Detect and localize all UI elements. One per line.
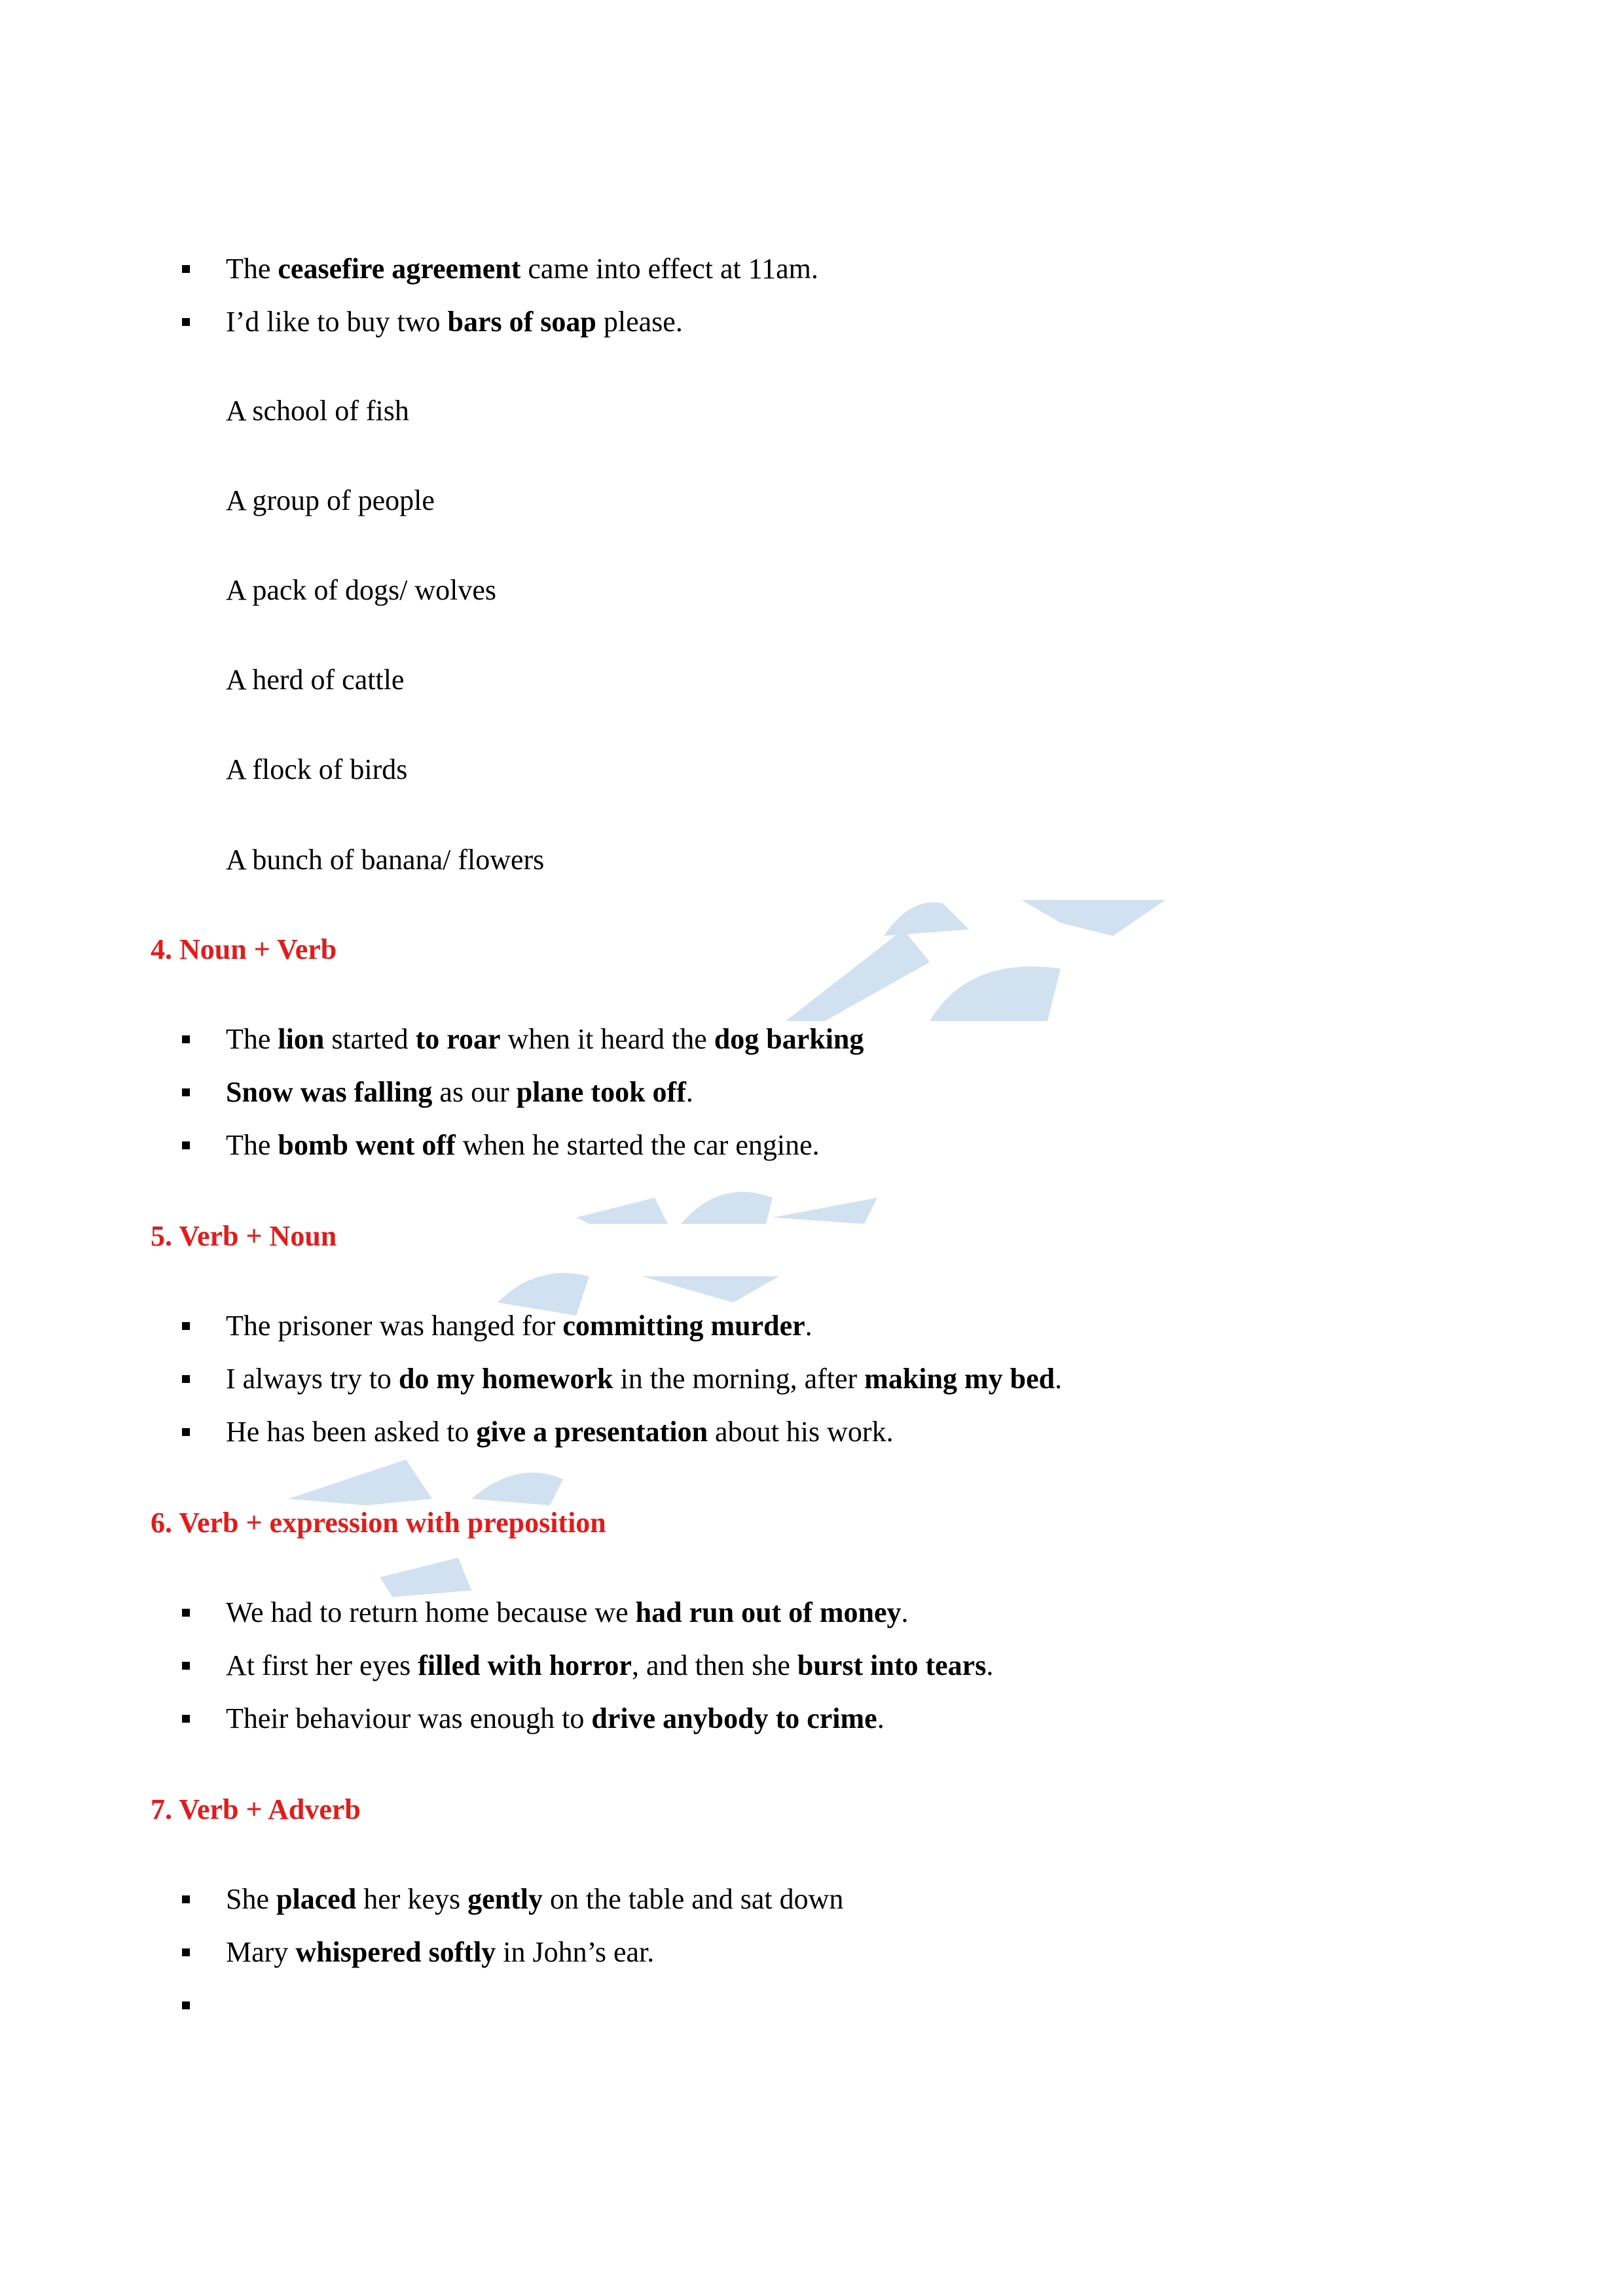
text-segment: please.: [596, 306, 683, 338]
text-segment: The: [226, 1023, 278, 1055]
text-segment: started: [324, 1023, 416, 1055]
text-segment: , and then she: [631, 1649, 797, 1681]
example-line: A herd of cattle: [226, 664, 405, 696]
text-segment: Mary: [226, 1936, 296, 1968]
bold-phrase: to roar: [415, 1023, 501, 1055]
text-segment: At first her eyes: [226, 1649, 418, 1681]
list-item: [226, 1361, 1062, 1397]
text-segment: The: [226, 253, 278, 285]
bold-phrase: dog barking: [714, 1023, 864, 1055]
text-segment: .: [805, 1310, 812, 1342]
section-heading: 6. Verb + expression with preposition: [151, 1507, 606, 1539]
text-segment: .: [685, 1076, 693, 1108]
bold-phrase: ceasefire agreement: [278, 253, 521, 285]
bullet-icon: [182, 1375, 190, 1383]
bold-phrase: whispered softly: [295, 1936, 496, 1968]
example-line: A pack of dogs/ wolves: [226, 574, 497, 606]
text-segment: when he started the car engine.: [455, 1129, 820, 1161]
list-item: [226, 1647, 993, 1684]
list-item: [226, 1074, 693, 1111]
text-segment: about his work.: [708, 1416, 894, 1448]
bold-phrase: Snow was falling: [226, 1076, 433, 1108]
example-line: A school of fish: [226, 395, 409, 427]
bold-phrase: drive anybody to crime: [591, 1702, 877, 1734]
list-item: [226, 1414, 894, 1450]
bullet-icon: [182, 1662, 190, 1670]
bold-phrase: lion: [278, 1023, 325, 1055]
section-heading: 7. Verb + Adverb: [151, 1793, 361, 1825]
list-item: [226, 1881, 843, 1918]
text-segment: The prisoner was hanged for: [226, 1310, 563, 1342]
bullet-icon: [182, 2001, 190, 2009]
list-item: [226, 1127, 820, 1164]
list-item: [226, 304, 683, 340]
bold-phrase: placed: [276, 1883, 357, 1915]
text-segment: .: [901, 1596, 909, 1628]
text-segment: came into effect at 11am.: [520, 253, 818, 285]
list-item: [226, 1021, 864, 1058]
text-segment: on the table and sat down: [542, 1883, 844, 1915]
text-segment: I’d like to buy two: [226, 306, 448, 338]
section-heading: 5. Verb + Noun: [151, 1220, 337, 1252]
bold-phrase: had run out of money: [635, 1596, 902, 1628]
bullet-icon: [182, 1141, 190, 1149]
text-segment: Their behaviour was enough to: [226, 1702, 592, 1734]
bullet-icon: [182, 1428, 190, 1436]
bullet-icon: [182, 1322, 190, 1330]
text-segment: .: [986, 1649, 994, 1681]
example-line: A flock of birds: [226, 753, 408, 785]
bullet-icon: [182, 1609, 190, 1617]
bold-phrase: committing murder: [562, 1310, 805, 1342]
list-item: [226, 251, 818, 287]
bold-phrase: bars of soap: [447, 306, 596, 338]
bold-phrase: making my bed: [864, 1363, 1055, 1395]
bullet-icon: [182, 1715, 190, 1723]
bullet-icon: [182, 265, 190, 273]
text-segment: in John’s ear.: [496, 1936, 655, 1968]
bullet-icon: [182, 318, 190, 326]
list-item: [226, 1594, 909, 1631]
bold-phrase: gently: [467, 1883, 543, 1915]
example-line: A bunch of banana/ flowers: [226, 844, 545, 876]
text-segment: She: [226, 1883, 276, 1915]
text-segment: I always try to: [226, 1363, 399, 1395]
list-item: [226, 1934, 654, 1971]
section-heading: 4. Noun + Verb: [151, 933, 337, 965]
text-segment: in the morning, after: [613, 1363, 865, 1395]
text-segment: as our: [432, 1076, 517, 1108]
text-segment: when it heard the: [500, 1023, 714, 1055]
list-item: [226, 1308, 812, 1344]
list-item: [226, 1700, 884, 1737]
text-segment: We had to return home because we: [226, 1596, 636, 1628]
bullet-icon: [182, 1895, 190, 1903]
text-segment: her keys: [356, 1883, 468, 1915]
bold-phrase: give a presentation: [476, 1416, 708, 1448]
bold-phrase: plane took off: [516, 1076, 686, 1108]
bullet-icon: [182, 1088, 190, 1096]
text-segment: He has been asked to: [226, 1416, 477, 1448]
text-segment: .: [877, 1702, 884, 1734]
bold-phrase: do my homework: [398, 1363, 613, 1395]
bold-phrase: filled with horror: [418, 1649, 632, 1681]
bold-phrase: bomb went off: [278, 1129, 456, 1161]
text-segment: .: [1055, 1363, 1063, 1395]
bullet-icon: [182, 1948, 190, 1956]
bold-phrase: burst into tears: [797, 1649, 987, 1681]
bullet-icon: [182, 1035, 190, 1043]
text-segment: The: [226, 1129, 278, 1161]
example-line: A group of people: [226, 484, 435, 516]
